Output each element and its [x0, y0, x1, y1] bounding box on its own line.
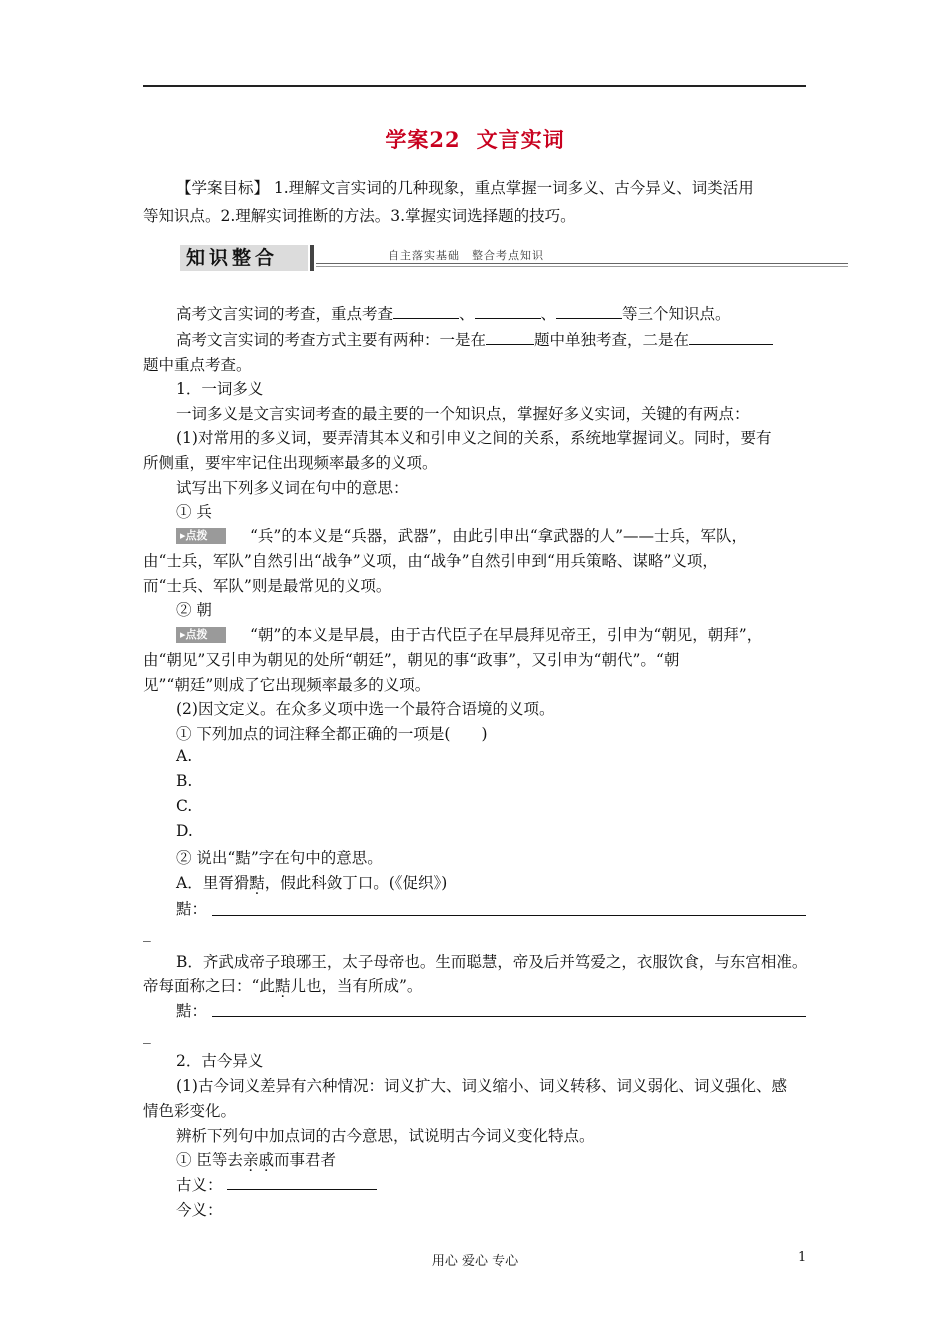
intro-text: 题中单独考查，二是在: [534, 331, 690, 349]
dotted-word: 亲: [242, 1151, 259, 1169]
page-number: 1: [798, 1250, 807, 1265]
ancient-meaning-label: 古义：: [176, 1176, 223, 1194]
note-2-line-3: 见”“朝廷”则成了它出现频率最多的义项。: [143, 676, 431, 694]
note-text: “兵”的本义是“兵器，武器”，由此引申出“拿武器的人”——士兵，军队，: [250, 527, 748, 545]
question-1: ① 下列加点的词注释全都正确的一项是( ): [176, 725, 488, 743]
s2-para-2: 辨析下列句中加点词的古今意思，试说明古今词义变化特点。: [176, 1127, 595, 1145]
modern-meaning-label: 今义：: [176, 1201, 223, 1219]
sentence-a: A．里胥猾黠，假此科敛丁口。(《促织》): [176, 874, 448, 892]
dotted-word: 黠: [274, 977, 291, 995]
dash-a: _: [143, 924, 151, 942]
tip-tag: ▸点拨: [176, 528, 226, 544]
note-2-line-2: 由“朝见”又引申为朝见的处所“朝廷”，朝见的事“政事”，又引申为“朝代”。“朝: [143, 651, 680, 669]
s2-para-1b: 情色彩变化。: [143, 1102, 237, 1120]
note-1-line-2: 由“士兵，军队”自然引出“战争”义项，由“战争”自然引申到“用兵策略、谋略”义项，: [143, 552, 718, 570]
example-1: ① 臣等去亲戚而事君者: [176, 1151, 336, 1169]
sentence-b-line-2: 帝每面称之曰：“此黠儿也，当有所成”。: [143, 977, 423, 995]
s1-para-2b: 所侧重，要牢牢记住出现频率最多的义项。: [143, 454, 438, 472]
intro-text: 高考文言实词的考查方式主要有两种：一是在: [176, 331, 487, 349]
sentence-b-line-1: B．齐武成帝子琅琊王，太子母帝也。生而聪慧，帝及后并笃爱之，衣服饮食，与东宫相准。: [176, 953, 808, 971]
separator: 、: [459, 305, 475, 323]
ancient-meaning-line[interactable]: [227, 1189, 377, 1190]
top-rule: [143, 85, 806, 87]
blank-1: [393, 306, 459, 319]
intro-text: 高考文言实词的考查，重点考查: [176, 305, 394, 323]
banner-rule: [316, 263, 848, 264]
section-1-heading: 1．一词多义: [176, 380, 264, 398]
note-1-line-3: 而“士兵、军队”则是最常见的义项。: [143, 577, 392, 595]
word-1: ① 兵: [176, 503, 212, 521]
page-title: [0, 124, 950, 154]
dash-b: _: [143, 1026, 151, 1044]
title-number: 学案22: [385, 127, 461, 152]
option-b: B.: [176, 772, 193, 790]
blank-3: [556, 306, 622, 319]
footer-text: 用心 爱心 专心: [431, 1254, 519, 1269]
word-2: ② 朝: [176, 601, 212, 619]
s2-para-1a: (1)古今词义差异有六种情况：词义扩大、词义缩小、词义转移、词义弱化、词义强化、感: [176, 1077, 787, 1095]
objective-line-1: 【学案目标】 1.理解文言实词的几种现象，重点掌握一词多义、古今异义、词类活用: [176, 179, 754, 197]
intro-text: 等三个知识点。: [622, 305, 731, 323]
answer-label-a: 黠：: [176, 900, 208, 918]
option-d: D.: [176, 822, 193, 840]
answer-line-b[interactable]: [212, 1016, 806, 1017]
intro-line-1: [176, 302, 731, 324]
answer-line-a[interactable]: [212, 915, 806, 916]
banner-title: 知识整合: [186, 247, 279, 269]
dotted-word: 黠: [249, 874, 265, 892]
tip-tag: ▸点拨: [176, 627, 226, 643]
note-1-line-1: [176, 524, 747, 546]
answer-label-b: 黠：: [176, 1002, 208, 1020]
banner-divider: [310, 245, 314, 271]
section-banner: [180, 241, 848, 273]
dotted-word: 戚: [258, 1151, 274, 1169]
blank-2: [475, 306, 541, 319]
title-topic: 文言实词: [476, 127, 565, 152]
separator: 、: [540, 305, 557, 323]
intro-line-3: 题中重点考查。: [143, 356, 252, 374]
s1-para-2a: (1)对常用的多义词，要弄清其本义和引申义之间的关系，系统地掌握词义。同时，要有: [176, 429, 772, 447]
question-2: ② 说出“黠”字在句中的意思。: [176, 849, 383, 867]
blank-5: [689, 332, 773, 345]
section-2-heading: 2．古今异义: [176, 1052, 264, 1070]
banner-subtitle: 自主落实基础 整合考点知识: [388, 249, 544, 262]
option-c: C.: [176, 797, 193, 815]
option-a: A.: [176, 747, 193, 765]
note-text: “朝”的本义是早晨，由于古代臣子在早晨拜见帝王，引申为“朝见，朝拜”，: [250, 626, 763, 644]
objective-line-2: 等知识点。2.理解实词推断的方法。3.掌握实词选择题的技巧。: [143, 207, 576, 225]
s1-para-1: 一词多义是文言实词考查的最主要的一个知识点，掌握好多义实词，关键的有两点：: [176, 405, 750, 423]
blank-4: [486, 332, 534, 345]
s1-para-4: (2)因文定义。在众多义项中选一个最符合语境的义项。: [176, 700, 555, 718]
intro-line-2: [176, 328, 773, 350]
banner-rule-2: [316, 266, 848, 267]
note-2-line-1: [176, 623, 762, 645]
s1-para-3: 试写出下列多义词在句中的意思：: [176, 479, 409, 497]
